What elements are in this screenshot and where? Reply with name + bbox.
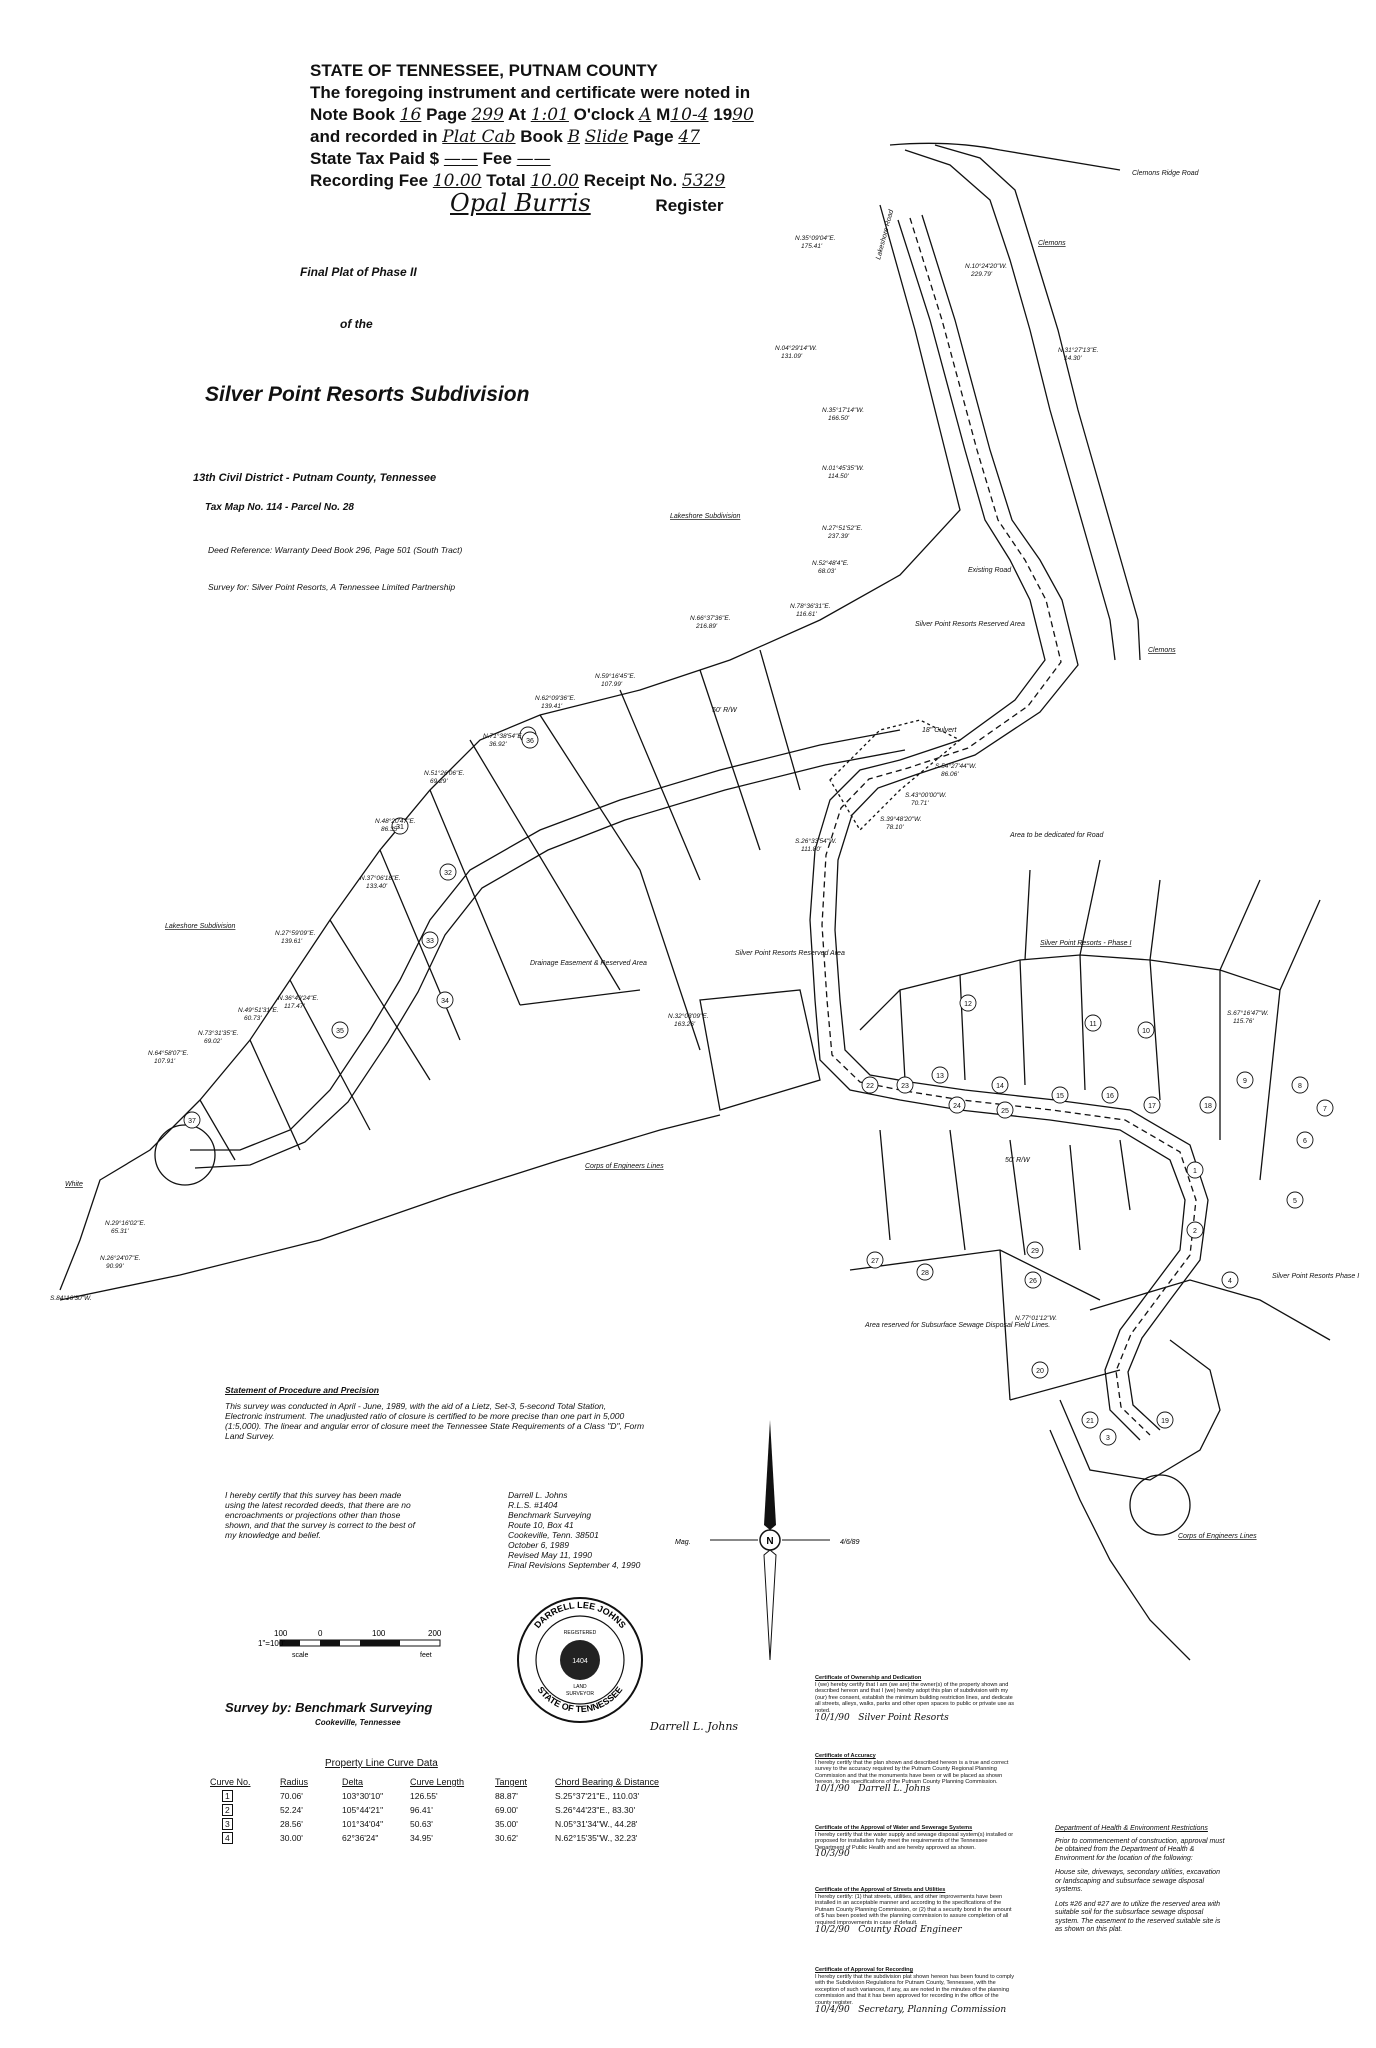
stamp-page: 299	[471, 105, 504, 125]
label-clemons-ridge: Clemons Ridge Road	[1132, 170, 1199, 177]
subdiv-road-south	[195, 750, 905, 1168]
cert-body: I hereby certify that the water supply and sewage disposal system(s) installed or proposed for installation fully meet the requirements of the Tennessee Department of Public Health and are hereby approved as shown.	[815, 1831, 1014, 1851]
curve-chord: S.26°44'23"E., 83.30'	[555, 1805, 636, 1815]
bearing-label: N.36°49'24"E. 117.47'	[278, 995, 319, 1010]
cert-title: Certificate of the Approval of Streets and Utilities	[815, 1887, 946, 1893]
bearing-label: S.67°16'47"W. 115.76'	[1227, 1010, 1269, 1025]
bearing-label: N.35°17'14"W. 166.50'	[822, 407, 865, 422]
curve-tangent: 30.62'	[495, 1833, 518, 1843]
lot-number: 14	[996, 1083, 1004, 1090]
lot-number: 2	[1193, 1228, 1197, 1235]
label-phase1-top: Silver Point Resorts - Phase I	[1040, 940, 1132, 947]
label-existing-road: Existing Road	[968, 567, 1012, 574]
label-clemons-2: Clemons	[1148, 647, 1176, 654]
seal-bottom-text: STATE OF TENNESSEE	[535, 1684, 625, 1715]
stamp-receipt: 5329	[682, 171, 726, 191]
label-drainage: Drainage Easement & Reserved Area	[530, 960, 647, 967]
stamp-notebook: 16	[399, 105, 422, 125]
surveyor-line-2: Benchmark Surveying	[508, 1510, 592, 1520]
stamp-plat-cab: Plat Cab	[442, 127, 516, 147]
stamp-ampm: A	[639, 105, 652, 125]
curve-table-header	[210, 1775, 659, 1789]
lot-circles	[184, 727, 1333, 1445]
title-line2: of the	[340, 317, 373, 331]
th-curve-no: Curve No.	[210, 1777, 251, 1787]
lot-number: 35	[336, 1028, 344, 1035]
lot-number: 23	[901, 1083, 909, 1090]
curve-table-title: Property Line Curve Data	[325, 1758, 438, 1769]
stamp-signature: Opal Burris	[450, 189, 591, 217]
lot-number: 33	[426, 938, 434, 945]
th-radius: Radius	[280, 1777, 309, 1787]
scale-bar	[258, 1629, 442, 1659]
curve-tangent: 35.00'	[495, 1819, 518, 1829]
bearing-label: N.49°51'31"E. 60.73'	[238, 1007, 279, 1022]
scale-0: 0	[318, 1629, 323, 1638]
th-curve-length: Curve Length	[410, 1777, 465, 1787]
stamp-fee: ——	[516, 149, 551, 169]
health-restrictions	[1055, 1825, 1225, 1935]
lot-number: 9	[1243, 1078, 1247, 1085]
bearing-label: N.32°03'09"E. 163.26'	[668, 1013, 709, 1028]
scale-word: scale	[292, 1652, 309, 1659]
scale-ratio: 1"=100'	[258, 1639, 285, 1648]
lot-number: 34	[441, 998, 449, 1005]
lot-number: 6	[1303, 1138, 1307, 1145]
title-deed: Deed Reference: Warranty Deed Book 296, Page 501 (South Tract)	[208, 545, 463, 555]
stamp-book: B	[567, 127, 581, 147]
curve-chord: N.62°15'35"W., 32.23'	[555, 1833, 638, 1843]
cert-body: I hereby certify that the subdivision plat shown hereon has been found to comply with the Subdivision Regulations for Putnam County, Tennessee, with the exception of such variances, if any, as are noted in the minutes of the planning commission and that it has been approved for recording in the office of the county register.	[815, 1973, 1015, 2006]
corps-line-west	[60, 1115, 720, 1300]
cert-title: Certificate of Accuracy	[815, 1753, 876, 1759]
title-line1: Final Plat of Phase II	[300, 265, 417, 279]
stamp-state: STATE OF TENNESSEE, PUTNAM COUNTY	[310, 61, 658, 80]
statement-title: Statement of Procedure and Precision	[225, 1385, 379, 1395]
lot-lines-east	[860, 860, 1320, 1255]
label-white: White	[65, 1181, 83, 1188]
bearing-label: N.78°36'31"E. 116.61'	[790, 603, 831, 618]
lot-number: 15	[1056, 1093, 1064, 1100]
stamp-total: 10.00	[530, 171, 579, 191]
lot-number: 25	[1001, 1108, 1009, 1115]
curve-no: 2	[222, 1804, 233, 1816]
lot-number: 22	[866, 1083, 874, 1090]
scale-100b: 100	[372, 1629, 386, 1638]
label-sewage: Area reserved for Subsurface Sewage Disposal Field Lines.	[865, 1322, 1051, 1329]
cert-sig: County Road Engineer	[858, 1924, 962, 1935]
table-row	[210, 1803, 659, 1817]
lot-number: 37	[188, 1118, 196, 1125]
surveyor-line-1: R.L.S. #1404	[508, 1500, 558, 1510]
cert-body: I hereby certify that the plan shown and described hereon is a true and correct survey to the accuracy required by the Putnam County Regional Planning Commission and that the monuments have been or will be placed as shown hereon, to the specifications of the Putnam County Planning Commission.	[815, 1759, 1009, 1786]
bearing-label: N.48°20'47"E. 86.35'	[375, 818, 416, 833]
scale-feet: feet	[420, 1652, 432, 1659]
stamp-year-prefix: 19	[713, 105, 733, 124]
certificates	[815, 1675, 1015, 2037]
stamp-notebook-label: Note Book	[310, 105, 395, 124]
bearing-label: N.27°51'52"E. 237.39'	[822, 525, 863, 540]
bearing-label: N.37°06'18"E. 133.40'	[360, 875, 401, 890]
statement-body: This survey was conducted in April - June, 1989, with the aid of a Lietz, Set-3, 5-second Total Station, Electronic instrument. The unadjusted ratio of closure is certified to be more precise than one part in 5,000 (1:5,000). The linear and angular error of closure meet the Tennessee State Requirements of a Class "D", Form Land Survey.	[225, 1401, 645, 1441]
title-taxmap: Tax Map No. 114 - Parcel No. 28	[205, 502, 354, 513]
stamp-recfee-label: Recording Fee	[310, 171, 429, 190]
label-lakeshore-road: Lakeshore Road	[875, 209, 896, 261]
surveyor-block	[508, 1490, 640, 1570]
lot-number: 27	[871, 1258, 879, 1265]
lot-number: 16	[1106, 1093, 1114, 1100]
lot-number: 29	[1031, 1248, 1039, 1255]
curve-length: 96.41'	[410, 1805, 433, 1815]
lot-number: 10	[1142, 1028, 1150, 1035]
stamp-line2: The foregoing instrument and certificate were noted in	[310, 83, 751, 102]
curve-length: 34.95'	[410, 1833, 433, 1843]
surveyor-line-3: Route 10, Box 41	[508, 1520, 574, 1530]
bearing-label: N.26°24'07"E. 90.99'	[100, 1255, 141, 1270]
bearing-labels	[50, 234, 1269, 1322]
lot-number: 20	[1036, 1368, 1044, 1375]
bearing-label: S.84°16'30"W.	[50, 1295, 92, 1302]
lot-number: 5	[1293, 1198, 1297, 1205]
stamp-time: 1:01	[530, 105, 569, 125]
stamp-tax: ——	[443, 149, 478, 169]
stamp-register: Register	[655, 196, 724, 215]
curve-delta: 62°36'24"	[342, 1833, 379, 1843]
stamp-total-label: Total	[486, 171, 526, 190]
lot-number: 26	[1029, 1278, 1037, 1285]
existing-road-2	[935, 145, 1140, 660]
label-lakeshore-sub-2: Lakeshore Subdivision	[165, 923, 236, 930]
johns-signature: Darrell L. Johns	[650, 1720, 739, 1733]
north-arrow-mag: Mag.	[675, 1539, 691, 1546]
lot-number: 18	[1204, 1103, 1212, 1110]
cert-title: Certificate of Approval for Recording	[815, 1967, 914, 1973]
lot-lines-west	[200, 650, 800, 1160]
surveyor-line-7: Final Revisions September 4, 1990	[508, 1560, 641, 1570]
table-row	[210, 1817, 659, 1831]
stamp-book-label: Book	[520, 127, 563, 146]
cert-date: 10/1/90	[815, 1712, 850, 1723]
curve-chord: N.05°31'34"W., 44.28'	[555, 1819, 638, 1829]
bearing-label: N.10°24'20"W. 229.79'	[965, 263, 1008, 278]
cert-title: Certificate of Ownership and Dedication	[815, 1675, 922, 1681]
cert-title: Certificate of the Approval of Water and Sewerage Systems	[815, 1825, 973, 1831]
table-row	[210, 1789, 659, 1803]
lot-number: 1	[1193, 1168, 1197, 1175]
th-chord: Chord Bearing & Distance	[555, 1777, 660, 1787]
bearing-label: N.71°38'54"E. 36.92'	[483, 733, 524, 748]
health-p3: Lots #26 and #27 are to utilize the reserved area with suitable soil for the subsurface sewage disposal system. The easement to the reserved suitable site is as shown on this plat.	[1055, 1900, 1221, 1933]
stamp-slide-label: Slide	[584, 127, 629, 147]
cert-accuracy	[815, 1753, 1015, 1825]
label-culvert: 18" Culvert	[922, 727, 957, 734]
existing-road	[905, 150, 1115, 660]
curve-length: 126.55'	[410, 1791, 438, 1801]
stamp-year: 90	[732, 105, 754, 125]
bearing-label: S.39°48'20"W. 78.10'	[880, 816, 922, 831]
stamp-oclock: O'clock	[573, 105, 635, 124]
statement-block	[225, 1385, 645, 1441]
lot-number: 31	[396, 824, 404, 831]
label-row-2: 50' R/W	[1005, 1157, 1030, 1164]
bearing-label: S.26°33'54"W. 111.80'	[795, 838, 837, 853]
lot-number: 3	[1106, 1435, 1110, 1442]
label-lakeshore-sub-1: Lakeshore Subdivision	[670, 513, 741, 520]
lot-number: 17	[1148, 1103, 1156, 1110]
stamp-recorded-label: and recorded in	[310, 127, 438, 146]
bearing-label: N.27°59'09"E. 139.61'	[275, 930, 316, 945]
bearing-label: N.59°16'45"E. 107.99'	[595, 673, 636, 688]
bearing-label: N.51°26'06"E. 69.29'	[424, 770, 465, 785]
title-district: 13th Civil District - Putnam County, Tennessee	[193, 472, 437, 484]
scale-100a: 100	[274, 1629, 288, 1638]
lot-number: 21	[1086, 1418, 1094, 1425]
lot-number: 32	[444, 870, 452, 877]
title-surveyfor: Survey for: Silver Point Resorts, A Tennessee Limited Partnership	[208, 582, 456, 592]
lot-number: 8	[1298, 1083, 1302, 1090]
lot-number: 11	[1089, 1021, 1097, 1028]
label-reserved-area: Silver Point Resorts Reserved Area	[915, 621, 1025, 628]
bearing-label: N.29°16'02"E. 65.31'	[105, 1220, 146, 1235]
lot-number: 28	[921, 1270, 929, 1277]
surveyor-seal	[518, 1598, 642, 1722]
curve-no: 1	[222, 1790, 233, 1802]
bearing-label: N.64°58'07"E. 107.91'	[148, 1050, 189, 1065]
label-reserved-area-2: Silver Point Resorts Reserved Area	[735, 950, 845, 957]
seal-number: 1404	[572, 1658, 588, 1665]
title-main: Silver Point Resorts Subdivision	[205, 383, 530, 406]
th-delta: Delta	[342, 1777, 364, 1787]
stamp-receipt-label: Receipt No.	[583, 171, 678, 190]
bearing-label: N.66°37'36"E. 216.89'	[690, 615, 731, 630]
bearing-label: N.35°09'04"E. 175.41'	[795, 235, 836, 250]
certify-text: I hereby certify that this survey has been made using the latest recorded deeds, that there are no encroachments or projections other than those shown, and that the survey is correct to the best of my knowledge and belief.	[225, 1490, 415, 1540]
survey-by: Survey by: Benchmark Surveying	[225, 1700, 433, 1715]
corps-line-east-2	[1090, 1280, 1330, 1340]
cert-sig: Silver Point Resorts	[858, 1712, 949, 1723]
stamp-recfee: 10.00	[432, 171, 482, 191]
cert-recording	[815, 1967, 1015, 2037]
curve-table	[210, 1775, 659, 1845]
curve-delta: 105°44'21"	[342, 1805, 384, 1815]
north-arrow-n: N	[766, 1536, 774, 1547]
label-clemons-1: Clemons	[1038, 240, 1066, 247]
stamp-at-label: At	[508, 105, 526, 124]
bearing-label: N.01°45'35"W. 114.50'	[822, 465, 865, 480]
health-title: Department of Health & Environment Restrictions	[1055, 1825, 1208, 1832]
cert-sig: Secretary, Planning Commission	[858, 2004, 1007, 2015]
label-phase1-right: Silver Point Resorts Phase I	[1272, 1273, 1360, 1280]
stamp-tax-label: State Tax Paid $	[310, 149, 440, 168]
seal-top-text: DARRELL LEE JOHNS	[532, 1599, 628, 1631]
culdesac-east	[1130, 1475, 1190, 1535]
health-p2: House site, driveways, secondary utilities, excavation or landscaping and subsurface sewage disposal systems.	[1055, 1869, 1220, 1893]
curve-no: 3	[222, 1818, 233, 1830]
bearing-label: N.73°31'35"E. 69.02'	[198, 1030, 239, 1045]
bearing-label: N.62°09'36"E. 139.41'	[535, 695, 576, 710]
curve-delta: 103°30'10"	[342, 1791, 384, 1801]
corps-line-east	[1050, 1430, 1190, 1660]
cert-date: 10/4/90	[815, 2004, 850, 2015]
curve-radius: 28.56'	[280, 1819, 303, 1829]
bearing-label: N.31°27'13"E. 14.30'	[1058, 347, 1099, 362]
stamp-date: 10-4	[670, 105, 709, 125]
label-area-dedicated: Area to be dedicated for Road	[1010, 832, 1104, 839]
lot-number: 7	[1323, 1106, 1327, 1113]
curve-no: 4	[222, 1832, 233, 1844]
stamp-fee-label: Fee	[482, 149, 512, 168]
culdesac-west	[155, 1125, 215, 1185]
road-edge-west	[810, 220, 1185, 1440]
cert-date: 10/2/90	[815, 1924, 850, 1935]
cert-sig: Darrell L. Johns	[858, 1783, 931, 1794]
scale-200: 200	[428, 1629, 442, 1638]
cert-ownership	[815, 1675, 1015, 1753]
stamp-slide-page: 47	[678, 127, 700, 147]
curve-tangent: 88.87'	[495, 1791, 518, 1801]
survey-by-city: Cookeville, Tennessee	[315, 1718, 401, 1727]
surveyor-line-4: Cookeville, Tenn. 38501	[508, 1530, 599, 1540]
bearing-label: N.52°48'4"E. 68.03'	[812, 560, 849, 575]
cert-body: I hereby certify: (1) that streets, utilities, and other improvements have been installed in an acceptable manner and according to the specifications of the Putnam County Planning Commission, or (2) that a security bond in the amount of $ has been posted with the planning commission to assure completion of all required improvements in case of default.	[815, 1893, 1012, 1926]
cert-body: I (we) hereby certify that I am (we are) the owner(s) of the property shown and described hereon and that I (we) hereby adopt this plan of subdivision with my (our) free consent, establish the minimum building restriction lines, and dedicate all streets, alleys, walks, parks and other open spaces to public or private use as noted.	[815, 1681, 1014, 1714]
lot-number: 13	[936, 1073, 944, 1080]
stamp-page-label: Page	[426, 105, 467, 124]
curve-radius: 52.24'	[280, 1805, 303, 1815]
cert-water-sewer	[815, 1825, 1015, 1887]
health-p1: Prior to commencement of construction, approval must be obtained from the Department of Health & Environment for the location of the following:	[1055, 1837, 1225, 1862]
cert-date: 10/3/90	[815, 1849, 850, 1860]
cert-date: 10/1/90	[815, 1783, 850, 1794]
stamp-page-label-2: Page	[632, 127, 674, 146]
curve-radius: 30.00'	[280, 1833, 303, 1843]
lot-number: 24	[953, 1103, 961, 1110]
lot-number: 12	[964, 1001, 972, 1008]
curve-delta: 101°34'04"	[342, 1819, 384, 1829]
seal-center-1: REGISTERED	[563, 1630, 597, 1636]
label-corps-1: Corps of Engineers Lines	[585, 1163, 664, 1170]
label-row-1: 50' R/W	[712, 707, 737, 714]
surveyor-line-0: Darrell L. Johns	[508, 1490, 568, 1500]
reserved-area-outline	[700, 990, 820, 1110]
seal-center-2: LAND	[573, 1684, 587, 1690]
lot-number: 36	[526, 738, 534, 745]
cert-streets	[815, 1887, 1015, 1967]
curve-chord: S.25°37'21"E., 110.03'	[555, 1791, 640, 1801]
stamp-m: M	[656, 105, 671, 124]
lot-number: 4	[1228, 1278, 1232, 1285]
curve-radius: 70.06'	[280, 1791, 303, 1801]
surveyor-line-5: October 6, 1989	[508, 1540, 569, 1550]
bearing-label: N.04°29'14"W. 131.09'	[775, 345, 818, 360]
seal-center-3: SURVEYOR	[566, 1691, 594, 1697]
bearing-label: S.54°27'44"W. 86.06'	[935, 763, 977, 778]
bearing-label: N.77°01'12"W.	[1015, 1315, 1058, 1322]
bearing-label: S.43°00'00"W. 70.71'	[905, 792, 947, 807]
th-tangent: Tangent	[495, 1777, 528, 1787]
curve-tangent: 69.00'	[495, 1805, 518, 1815]
curve-length: 50.63'	[410, 1819, 433, 1829]
surveyor-line-6: Revised May 11, 1990	[508, 1550, 592, 1560]
lot-number: 19	[1161, 1418, 1169, 1425]
north-arrow	[675, 1420, 860, 1660]
label-corps-2: Corps of Engineers Lines	[1178, 1533, 1257, 1540]
north-arrow-date: 4/6/89	[840, 1539, 860, 1546]
table-row	[210, 1831, 659, 1845]
